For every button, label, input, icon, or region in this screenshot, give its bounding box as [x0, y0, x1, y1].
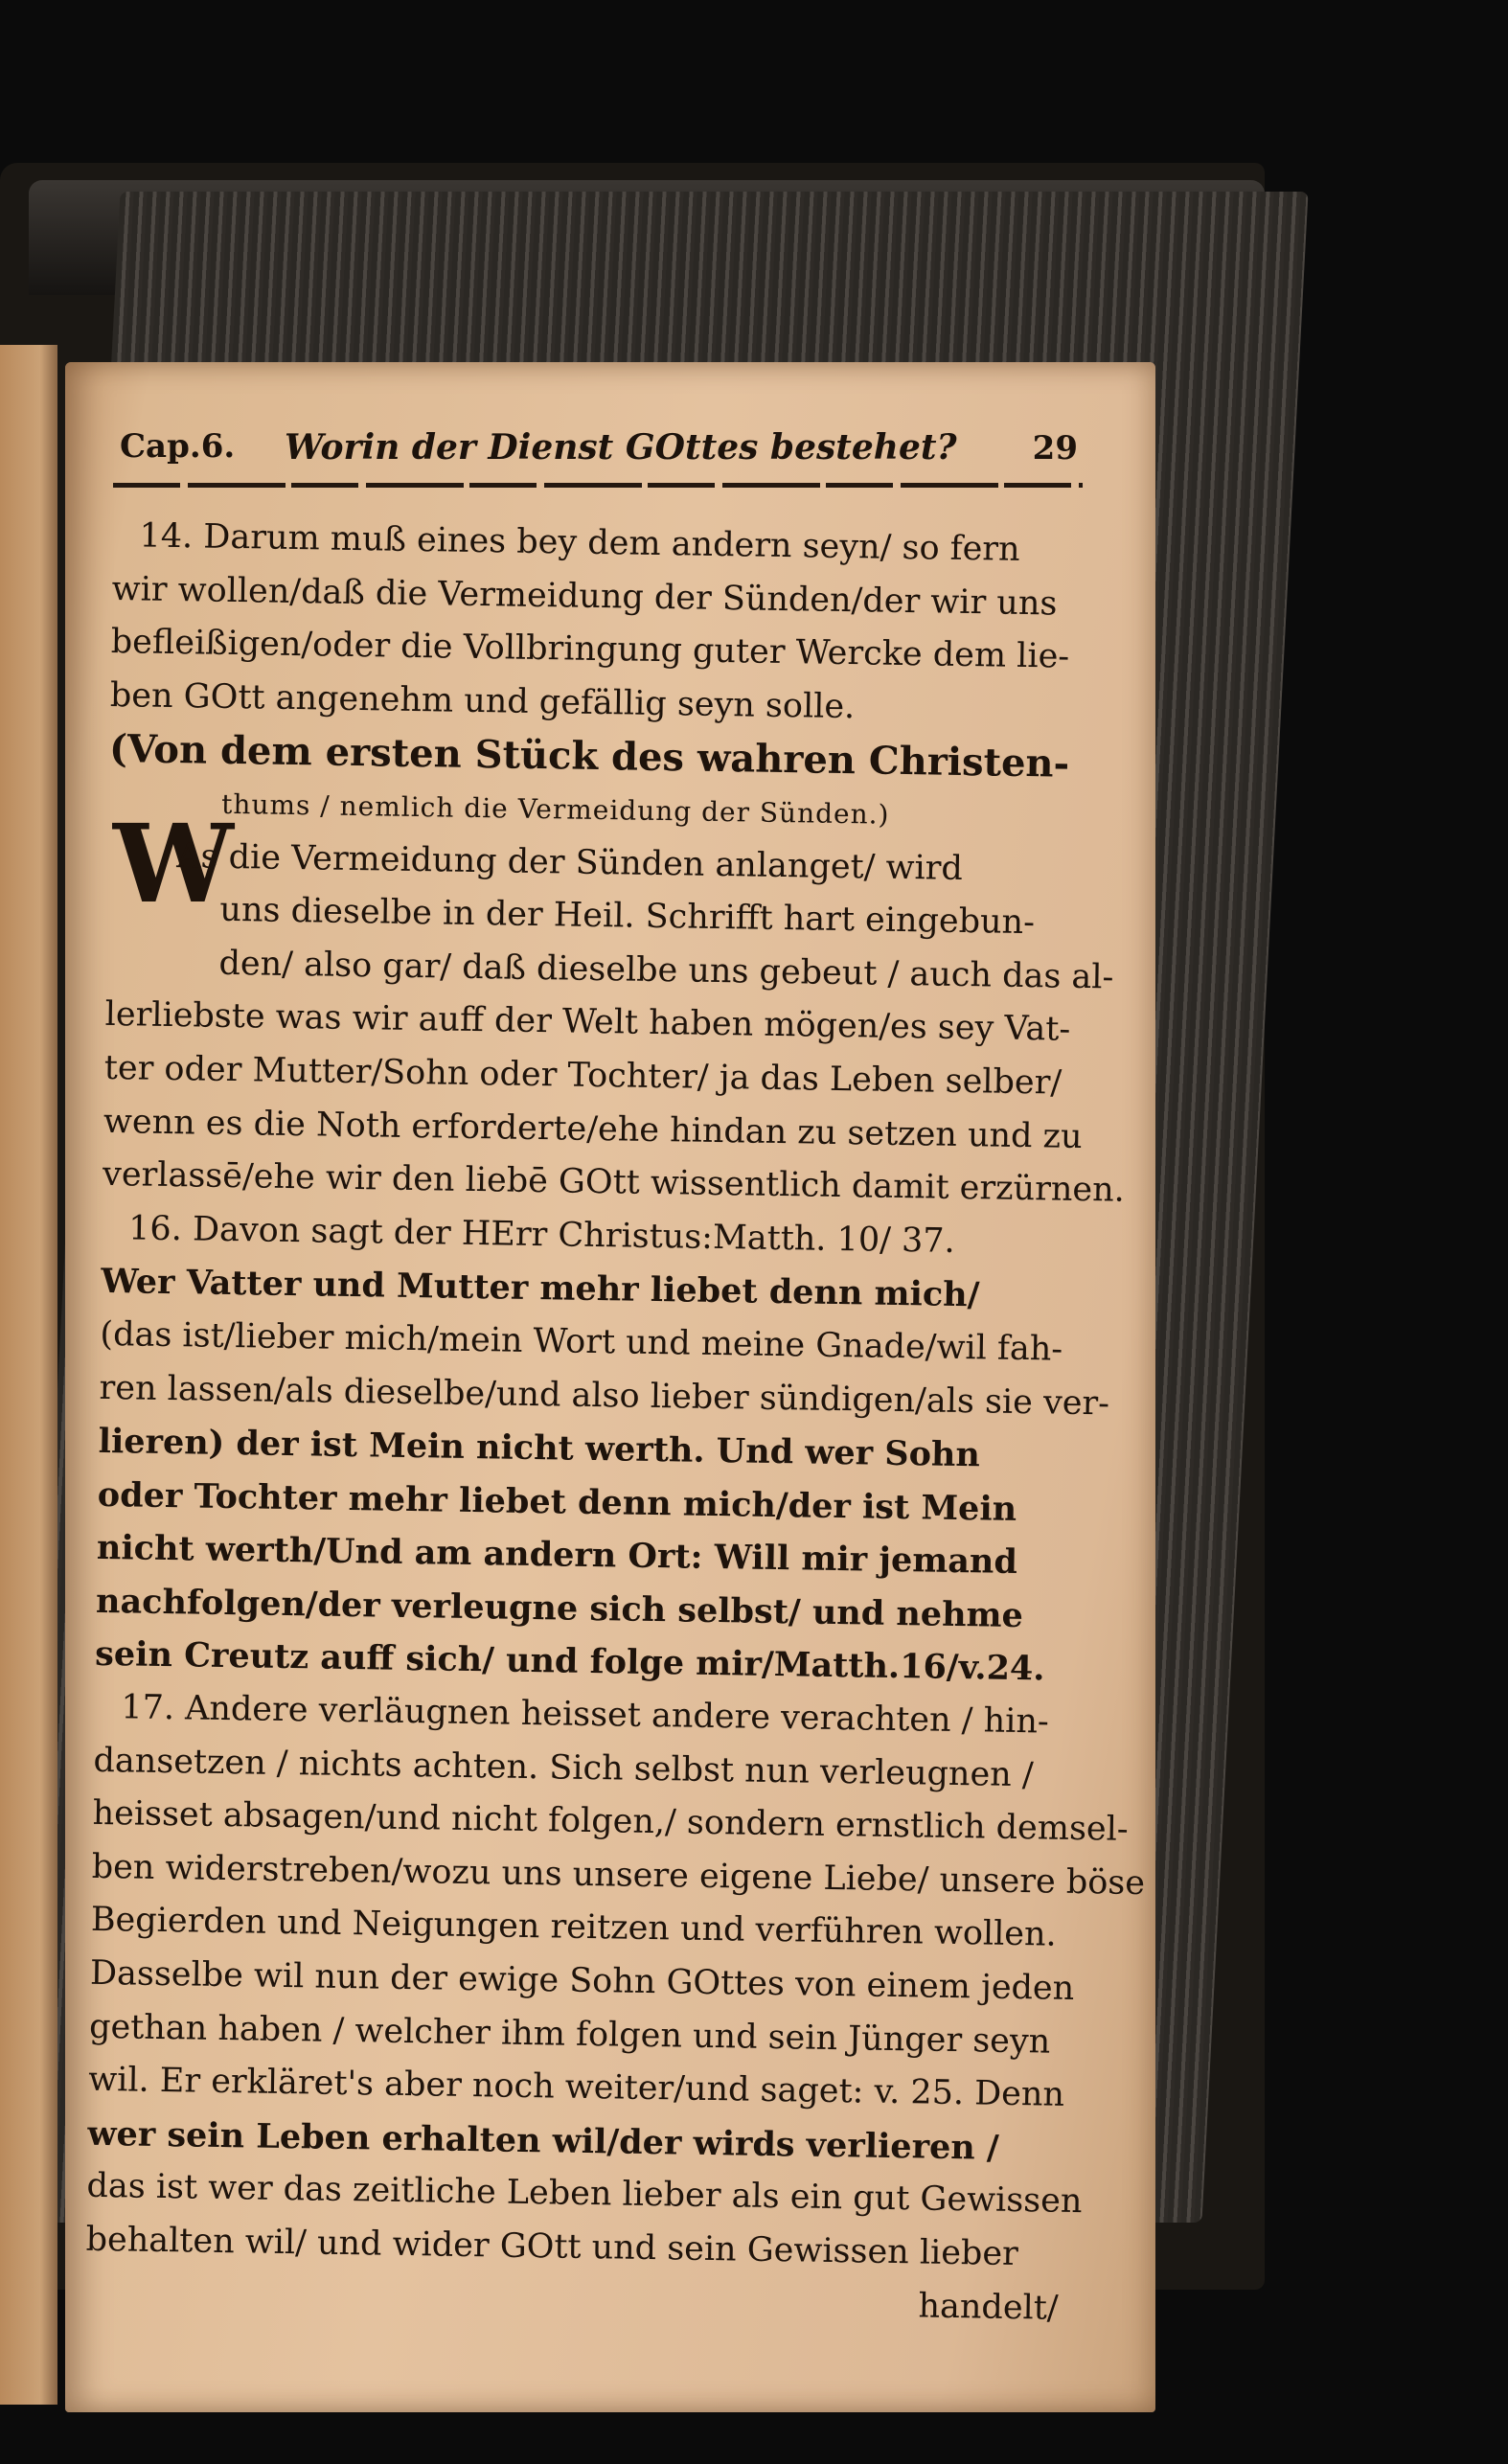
text-line: oder Tochter mehr liebet denn mich/der ist Mein: [97, 1474, 1017, 1529]
text-line: lieren) der ist Mein nicht werth. Und wer Sohn: [98, 1421, 981, 1475]
text-line: 14. Darum muß eines bey dem andern seyn/ so fern: [139, 516, 1020, 569]
text-line: den/ also gar/ daß dieselbe uns gebeut / auch das al-: [218, 944, 1114, 997]
running-title: Worin der Dienst GOttes bestehet?: [285, 427, 957, 468]
text-line: As die Vermeidung der Sünden anlanget/ wird: [176, 836, 964, 888]
text-line: das ist wer das zeitliche Leben lieber als ein gut Gewissen: [86, 2167, 1083, 2222]
text-line: dansetzen / nichts achten. Sich selbst nun verleugnen /: [93, 1741, 1034, 1794]
text-line: nachfolgen/der verleugne sich selbst/ und nehme: [95, 1581, 1024, 1635]
text-line: wer sein Leben erhalten wil/der wirds verlieren /: [87, 2113, 1000, 2168]
running-header: [120, 422, 1078, 485]
text-line: uns dieselbe in der Heil. Schrifft hart eingebun-: [219, 890, 1036, 943]
text-line: ben GOtt angenehm und gefällig seyn solle.: [109, 675, 856, 726]
text-line: sein Creutz auff sich/ und folge mir/Matth.16/v.24.: [94, 1634, 1045, 1689]
text-line: (Von dem ersten Stück des wahren Christen-: [108, 726, 1070, 787]
text-line: gethan haben / welcher ihm folgen und sein Jünger seyn: [88, 2007, 1051, 2062]
drop-cap: W: [113, 802, 234, 927]
header-rule: [113, 483, 1083, 488]
text-line: 17. Andere verläugnen heisset andere verachten / hin-: [121, 1688, 1050, 1742]
chapter-label: Cap.6.: [120, 427, 236, 466]
text-line: thums / nemlich die Vermeidung der Sünden.): [220, 787, 890, 831]
text-line: handelt/: [918, 2287, 1059, 2328]
text-line: behalten wil/ und wider GOtt und sein Gewissen lieber: [85, 2220, 1019, 2274]
text-line: (das ist/lieber mich/mein Wort und meine Gnade/wil fah-: [100, 1314, 1063, 1369]
page-number: 29: [1032, 429, 1078, 468]
text-line: nicht werth/Und am andern Ort: Will mir jemand: [96, 1528, 1018, 1583]
text-line: befleißigen/oder die Vollbringung guter Wercke dem lie-: [110, 623, 1070, 676]
text-line: heisset absagen/und nicht folgen,/ sondern ernstlich demsel-: [92, 1794, 1130, 1850]
text-line: ter oder Mutter/Sohn oder Tochter/ ja das Leben selber/: [103, 1048, 1062, 1103]
text-line: Begierden und Neigungen reitzen und verführen wollen.: [90, 1901, 1058, 1955]
text-line: Dasselbe wil nun der ewige Sohn GOttes von einem jeden: [89, 1953, 1075, 2008]
facing-page-edge: [0, 345, 57, 2405]
page-body-text: [84, 510, 1146, 2336]
text-line: Wer Vatter und Mutter mehr liebet denn mich/: [101, 1262, 980, 1315]
text-line: ren lassen/als dieselbe/und also lieber sündigen/als sie ver-: [99, 1368, 1110, 1423]
text-line: 16. Davon sagt der HErr Christus:Matth. 10/ 37.: [127, 1209, 956, 1261]
text-line: wil. Er erkläret's aber noch weiter/und saget: v. 25. Denn: [87, 2061, 1065, 2115]
text-line: verlassē/ehe wir den liebē GOtt wissentlich damit erzürnen.: [102, 1155, 1126, 1210]
text-line: wir wollen/daß die Vermeidung der Sünden/der wir uns: [111, 569, 1058, 624]
text-line: ben widerstreben/wozu uns unsere eigene Liebe/ unsere böse: [91, 1847, 1146, 1903]
text-line: lerliebste was wir auff der Welt haben mögen/es sey Vat-: [104, 995, 1071, 1050]
text-line: wenn es die Noth erforderte/ehe hindan zu setzen und zu: [103, 1102, 1083, 1156]
